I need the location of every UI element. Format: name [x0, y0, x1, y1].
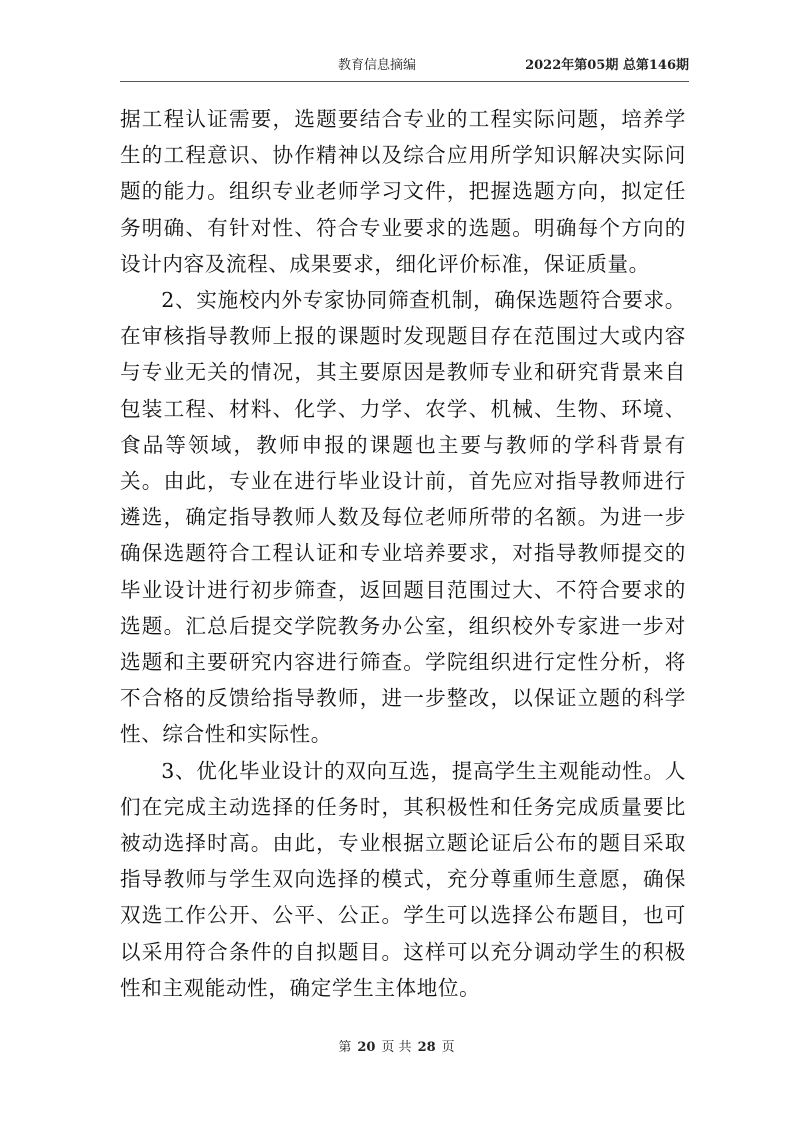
paragraph-item-3: 3、优化毕业设计的双向互选，提高学生主观能动性。人们在完成主动选择的任务时，其积极性和任务完成质量要比被动选择时高。由此，专业根据立题论证后公布的题目采取指导教师与学生双向选择的模式，充分尊重师生意愿，确保双选工作公开、公平、公正。学生可以选择公布题目，也可以采用符合条件的自拟题目。这样可以充分调动学生的积极性和主观能动性，确定学生主体地位。: [120, 758, 686, 1000]
issue-number: 2022年第05期 总第146期: [525, 58, 689, 73]
footer-prefix: 第: [338, 1040, 352, 1055]
footer-suffix: 页: [441, 1040, 455, 1055]
page-footer: [0, 1036, 793, 1055]
paragraph-continuation: 据工程认证需要，选题要结合专业的工程实际问题，培养学生的工程意识、协作精神以及综合应用所学知识解决实际问题的能力。组织专业老师学习文件，把握选题方向，拟定任务明确、有针对性、符合专业要求的选题。明确每个方向的设计内容及流程、成果要求，细化评价标准，保证质量。: [120, 107, 686, 276]
article-body: [120, 101, 686, 1006]
paragraph-item-2: 2、实施校内外专家协同筛查机制，确保选题符合要求。在审核指导教师上报的课题时发现题目存在范围过大或内容与专业无关的情况，其主要原因是教师专业和研究背景来自包装工程、材料、化学、力学、农学、机械、生物、环境、食品等领域，教师申报的课题也主要与教师的学科背景有关。由此，专业在进行毕业设计前，首先应对指导教师进行遴选，确定指导教师人数及每位老师所带的名额。为进一步确保选题符合工程认证和专业培养要求，对指导教师提交的毕业设计进行初步筛查，返回题目范围过大、不符合要求的选题。汇总后提交学院教务办公室，组织校外专家进一步对选题和主要研究内容进行筛查。学院组织进行定性分析，将不合格的反馈给指导教师，进一步整改，以保证立题的科学性、综合性和实际性。: [120, 288, 686, 747]
footer-middle: 页 共: [381, 1040, 412, 1055]
total-page-count: 28: [417, 1040, 436, 1055]
current-page-number: 20: [357, 1040, 376, 1055]
publication-name: 教育信息摘编: [338, 58, 417, 73]
header-divider: [120, 81, 689, 82]
